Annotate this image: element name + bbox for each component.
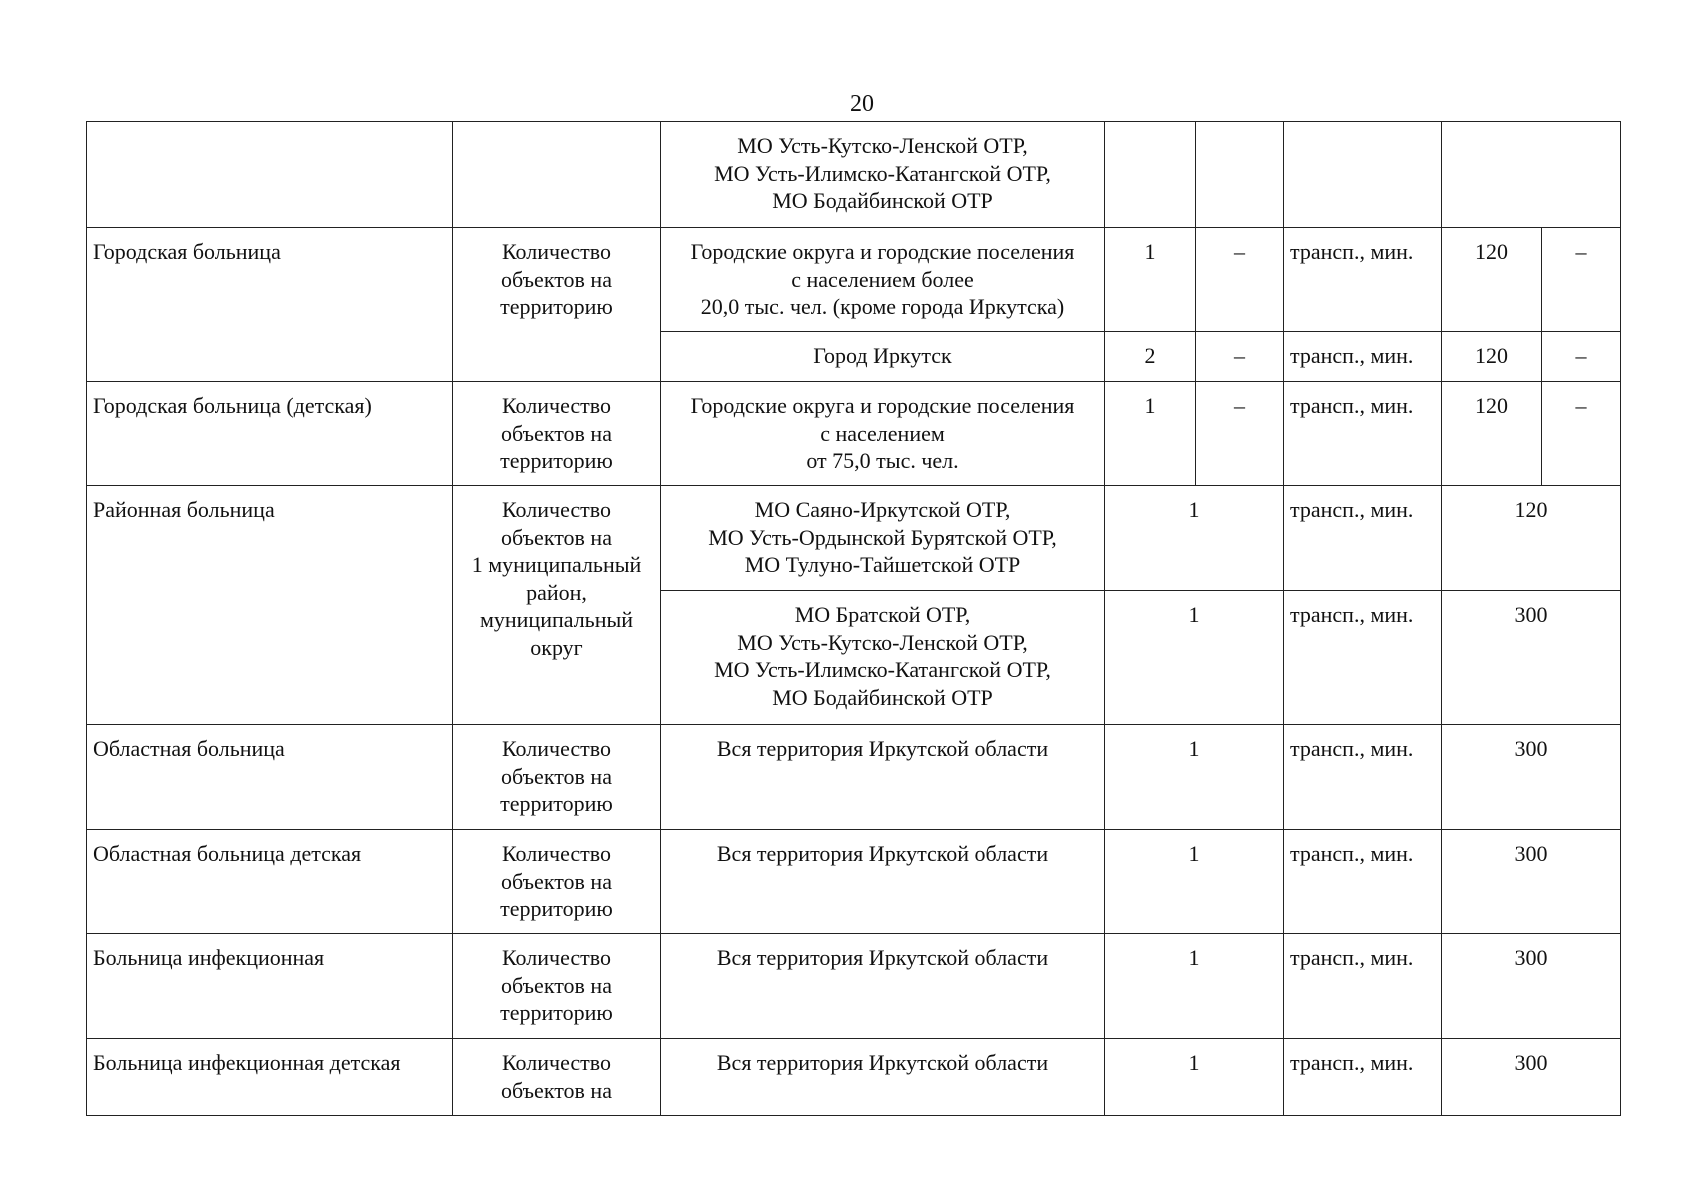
table-row bbox=[87, 228, 1621, 332]
indicator-cell: Количество объектов на территорию bbox=[453, 382, 661, 486]
unit-cell: трансп., мин. bbox=[1284, 486, 1442, 591]
facility-name-cell: Областная больница детская bbox=[87, 830, 453, 934]
facility-name-cell: Городская больница (детская) bbox=[87, 382, 453, 486]
time-cell: 300 bbox=[1442, 1039, 1621, 1116]
unit-cell: трансп., мин. bbox=[1284, 830, 1442, 934]
value-cell: 1 bbox=[1105, 830, 1284, 934]
value-cell: 2 bbox=[1105, 332, 1196, 382]
time-cell: 300 bbox=[1442, 725, 1621, 830]
territory-cell: Городские округа и городские поселения с населением от 75,0 тыс. чел. bbox=[661, 382, 1105, 486]
territory-cell: Вся территория Иркутской области bbox=[661, 725, 1105, 830]
value-cell: 1 bbox=[1105, 934, 1284, 1039]
value-cell: 1 bbox=[1105, 725, 1284, 830]
indicator-cell bbox=[453, 122, 661, 228]
territory-cell: Вся территория Иркутской области bbox=[661, 934, 1105, 1039]
dash-cell: – bbox=[1196, 332, 1284, 382]
territory-cell: МО Саяно-Иркутской ОТР, МО Усть-Ордынской Бурятской ОТР, МО Тулуно-Тайшетской ОТР bbox=[661, 486, 1105, 591]
territory-cell: Вся территория Иркутской области bbox=[661, 830, 1105, 934]
territory-cell: Городские округа и городские поселения с населением более 20,0 тыс. чел. (кроме города Иркутска) bbox=[661, 228, 1105, 332]
facility-name-cell: Больница инфекционная детская bbox=[87, 1039, 453, 1116]
table-row bbox=[87, 486, 1621, 591]
territory-cell: Город Иркутск bbox=[661, 332, 1105, 382]
facility-name-cell: Областная больница bbox=[87, 725, 453, 830]
dash-cell: – bbox=[1196, 228, 1284, 332]
unit-cell: трансп., мин. bbox=[1284, 934, 1442, 1039]
dash-cell: – bbox=[1196, 382, 1284, 486]
time-cell: 300 bbox=[1442, 591, 1621, 725]
dash-cell: – bbox=[1542, 382, 1621, 486]
time-cell bbox=[1442, 122, 1621, 228]
indicator-cell: Количество объектов на 1 муниципальный район, муниципальный округ bbox=[453, 486, 661, 725]
table-row bbox=[87, 122, 1621, 228]
territory-cell: МО Братской ОТР, МО Усть-Кутско-Ленской ОТР, МО Усть-Илимско-Катангской ОТР, МО Бодайбинской ОТР bbox=[661, 591, 1105, 725]
value-cell: 1 bbox=[1105, 591, 1284, 725]
table-row bbox=[87, 934, 1621, 1039]
unit-cell: трансп., мин. bbox=[1284, 228, 1442, 332]
value-cell: 1 bbox=[1105, 382, 1196, 486]
time-cell: 300 bbox=[1442, 934, 1621, 1039]
indicator-cell: Количество объектов на bbox=[453, 1039, 661, 1116]
unit-cell bbox=[1284, 122, 1442, 228]
unit-cell: трансп., мин. bbox=[1284, 725, 1442, 830]
time-cell: 120 bbox=[1442, 382, 1542, 486]
time-cell: 120 bbox=[1442, 486, 1621, 591]
value-cell: 1 bbox=[1105, 1039, 1284, 1116]
unit-cell: трансп., мин. bbox=[1284, 382, 1442, 486]
value-cell: 1 bbox=[1105, 228, 1196, 332]
unit-cell: трансп., мин. bbox=[1284, 332, 1442, 382]
indicator-cell: Количество объектов на территорию bbox=[453, 830, 661, 934]
territory-cell: МО Усть-Кутско-Ленской ОТР, МО Усть-Илимско-Катангской ОТР, МО Бодайбинской ОТР bbox=[661, 122, 1105, 228]
table-row bbox=[87, 725, 1621, 830]
value-cell bbox=[1105, 122, 1196, 228]
facility-name-cell: Больница инфекционная bbox=[87, 934, 453, 1039]
facility-name-cell bbox=[87, 122, 453, 228]
time-cell: 300 bbox=[1442, 830, 1621, 934]
value-cell: 1 bbox=[1105, 486, 1284, 591]
page-number: 20 bbox=[850, 91, 874, 117]
table-row bbox=[87, 1039, 1621, 1116]
dash-cell: – bbox=[1542, 332, 1621, 382]
territory-cell: Вся территория Иркутской области bbox=[661, 1039, 1105, 1116]
dash-cell bbox=[1196, 122, 1284, 228]
facility-name-cell: Районная больница bbox=[87, 486, 453, 725]
table-row bbox=[87, 382, 1621, 486]
facility-name-cell: Городская больница bbox=[87, 228, 453, 382]
unit-cell: трансп., мин. bbox=[1284, 591, 1442, 725]
time-cell: 120 bbox=[1442, 332, 1542, 382]
standards-table bbox=[86, 121, 1621, 1116]
indicator-cell: Количество объектов на территорию bbox=[453, 934, 661, 1039]
table-row bbox=[87, 830, 1621, 934]
dash-cell: – bbox=[1542, 228, 1621, 332]
indicator-cell: Количество объектов на территорию bbox=[453, 228, 661, 382]
indicator-cell: Количество объектов на территорию bbox=[453, 725, 661, 830]
unit-cell: трансп., мин. bbox=[1284, 1039, 1442, 1116]
time-cell: 120 bbox=[1442, 228, 1542, 332]
